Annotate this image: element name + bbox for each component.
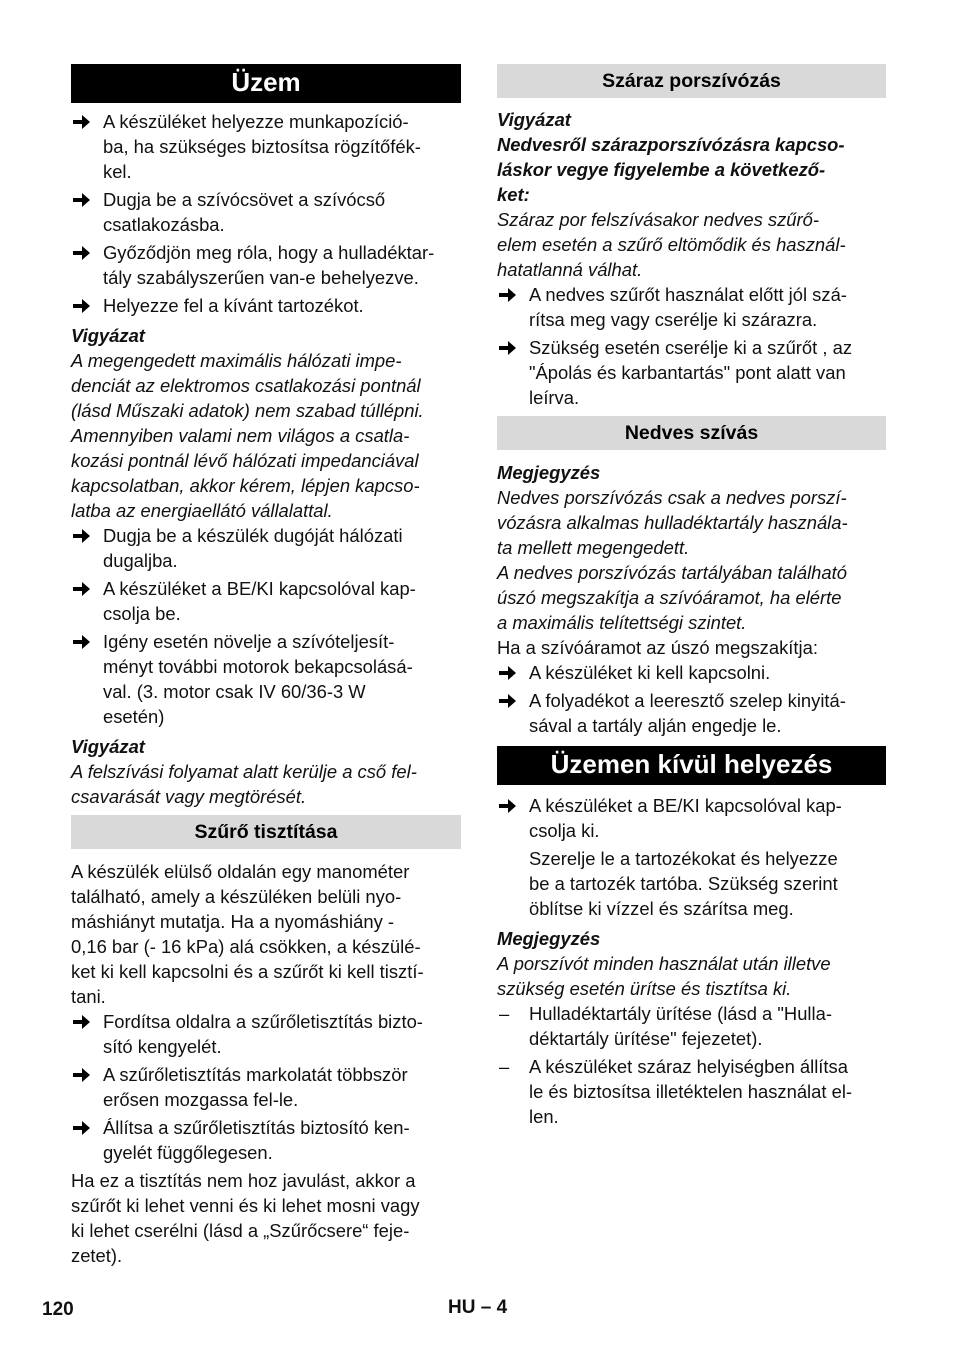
list-item — [71, 293, 461, 318]
list-item — [497, 1001, 886, 1051]
text-line: Szerelje le a tartozékokat és helyezze — [529, 848, 838, 869]
arrow-right-icon — [71, 629, 93, 654]
arrow-right-icon — [71, 109, 93, 134]
text-line: a maximális telítettségi szintet. — [497, 612, 747, 633]
list-item — [71, 1115, 461, 1165]
list-item — [71, 1009, 461, 1059]
list-item-text: csatlakozásba. — [103, 214, 225, 235]
dry-steps — [497, 282, 886, 410]
section-title-dry-vacuuming: Száraz porszívózás — [497, 64, 886, 98]
list-item-text: erősen mozgassa fel-le. — [103, 1089, 299, 1110]
arrow-right-icon — [71, 187, 93, 212]
text-line: 0,16 bar (- 16 kPa) alá csökken, a készülé- — [71, 936, 421, 957]
filter-intro — [71, 859, 461, 1009]
list-item-text: A szűrőletisztítás markolatát többször — [103, 1064, 408, 1085]
list-item-text: A nedves szűrőt használat előtt jól szá- — [529, 284, 847, 305]
arrow-right-icon — [497, 660, 519, 685]
list-item-text: rítsa meg vagy cserélje ki szárazra. — [529, 309, 818, 330]
wet-steps — [497, 660, 886, 738]
text-line: ki lehet cserélni (lásd a „Szűrőcsere“ feje- — [71, 1220, 410, 1241]
text-line: be a tartozék tartóba. Szükség szerint — [529, 873, 838, 894]
list-item — [497, 1054, 886, 1129]
list-item-text: "Ápolás és karbantartás" pont alatt van — [529, 362, 846, 383]
list-item — [497, 335, 886, 410]
caution-label: Vigyázat — [71, 325, 145, 346]
section-title-filter-cleaning: Szűrő tisztítása — [71, 815, 461, 849]
list-item — [71, 629, 461, 729]
text-line: láskor vegye figyelembe a következő- — [497, 159, 826, 180]
section-title-uzem: Üzem — [71, 64, 461, 103]
list-item-text: A készüléket ki kell kapcsolni. — [529, 662, 771, 683]
right-column — [497, 64, 886, 1132]
list-item — [497, 282, 886, 332]
dry-caution-text — [497, 207, 886, 282]
text-line: található, amely a készüléken belüli nyo- — [71, 886, 402, 907]
list-item-text: Győződjön meg róla, hogy a hulladéktar- — [103, 242, 435, 263]
page-number: 120 — [42, 1299, 74, 1320]
dash-marker: – — [499, 1056, 510, 1077]
list-item — [71, 576, 461, 626]
list-item-text: Fordítsa oldalra a szűrőletisztítás bizto- — [103, 1011, 423, 1032]
text-line: öblítse ki vízzel és szárítsa meg. — [529, 898, 794, 919]
list-item-text: A készüléket száraz helyiségben állítsa — [529, 1056, 848, 1077]
list-item-text: Dugja be a szívócsövet a szívócső — [103, 189, 386, 210]
list-item — [497, 660, 886, 685]
text-line: Száraz por felszívásakor nedves szűrő- — [497, 209, 819, 230]
arrow-right-icon — [71, 523, 93, 548]
text-line: zetet). — [71, 1245, 123, 1266]
list-item — [497, 793, 886, 843]
text-line: hatatlanná válhat. — [497, 259, 643, 280]
list-item-text: Igény esetén növelje a szívóteljesít- — [103, 631, 395, 652]
text-line: denciát az elektromos csatlakozási pontnál — [71, 375, 421, 396]
arrow-right-icon — [71, 240, 93, 265]
text-line: csavarását vagy megtörését. — [71, 786, 307, 807]
decommission-instructions — [497, 846, 886, 921]
dry-caution-heading — [497, 132, 886, 207]
list-item-text: tály szabályszerűen van-e behelyezve. — [103, 267, 419, 288]
list-item-text: kel. — [103, 161, 132, 182]
text-line: (lásd Műszaki adatok) nem szabad túllépni. — [71, 400, 424, 421]
section-title-decommissioning: Üzemen kívül helyezés — [497, 746, 886, 785]
text-line: vózásra alkalmas hulladéktartály használa- — [497, 512, 848, 533]
caution-text — [71, 348, 461, 523]
list-item-text: len. — [529, 1106, 559, 1127]
list-item — [71, 240, 461, 290]
text-line: kapcsolatban, akkor kérem, lépjen kapcso- — [71, 475, 420, 496]
list-item-text: esetén) — [103, 706, 165, 727]
list-item-text: csolja be. — [103, 603, 181, 624]
text-line: szükség esetén ürítse és tisztítsa ki. — [497, 978, 792, 999]
section-title-wet-vacuuming: Nedves szívás — [497, 416, 886, 450]
list-item-text: A készüléket helyezze munkapozíció- — [103, 111, 409, 132]
language-page-label: HU – 4 — [448, 1297, 508, 1318]
text-line: A készülék elülső oldalán egy manométer — [71, 861, 410, 882]
list-item — [71, 109, 461, 184]
list-item-text: sító kengyelét. — [103, 1036, 222, 1057]
list-item-text: sával a tartály alján engedje le. — [529, 715, 782, 736]
list-item-text: dugaljba. — [103, 550, 178, 571]
decommission-note-text — [497, 951, 886, 1001]
text-line: szűrőt ki lehet venni és ki lehet mosni vagy — [71, 1195, 420, 1216]
list-item-text: A készüléket a BE/KI kapcsolóval kap- — [529, 795, 842, 816]
list-item-text: Helyezze fel a kívánt tartozékot. — [103, 295, 364, 316]
list-item-text: Hulladéktartály ürítése (lásd a "Hulla- — [529, 1003, 832, 1024]
decommission-step — [497, 793, 886, 843]
text-line: A felszívási folyamat alatt kerülje a cső fel- — [71, 761, 417, 782]
text-line: máshiányt mutatja. Ha a nyomáshiány - — [71, 911, 395, 932]
arrow-right-icon — [497, 793, 519, 818]
list-item-text: A készüléket a BE/KI kapcsolóval kap- — [103, 578, 416, 599]
list-item-text: csolja ki. — [529, 820, 600, 841]
arrow-right-icon — [497, 282, 519, 307]
list-item-text: A folyadékot a leeresztő szelep kinyitá- — [529, 690, 846, 711]
text-line: kozási pontnál lévő hálózati impedanciával — [71, 450, 419, 471]
list-item-text: Állítsa a szűrőletisztítás biztosító ken- — [103, 1117, 410, 1138]
note-label-wet: Megjegyzés — [497, 462, 601, 483]
text-line: A nedves porszívózás tartályában található — [497, 562, 847, 583]
power-steps — [71, 523, 461, 729]
list-item-text: Szükség esetén cserélje ki a szűrőt , az — [529, 337, 853, 358]
arrow-right-icon — [497, 335, 519, 360]
operation-steps — [71, 109, 461, 318]
list-item-text: val. (3. motor csak IV 60/36-3 W — [103, 681, 366, 702]
arrow-right-icon — [71, 1115, 93, 1140]
text-line: elem esetén a szűrő eltömődik és használ- — [497, 234, 846, 255]
caution-label-2: Vigyázat — [71, 736, 145, 757]
filter-steps — [71, 1009, 461, 1165]
list-item — [71, 523, 461, 573]
list-item — [497, 688, 886, 738]
list-item-text: ményt további motorok bekapcsolásá- — [103, 656, 413, 677]
list-item-text: Dugja be a készülék dugóját hálózati — [103, 525, 403, 546]
left-column — [71, 64, 461, 1268]
arrow-right-icon — [71, 293, 93, 318]
text-line: úszó megszakítja a szívóáramot, ha elérte — [497, 587, 842, 608]
caution-label-dry: Vigyázat — [497, 109, 571, 130]
wet-note-text — [497, 485, 886, 635]
list-item-text: leírva. — [529, 387, 580, 408]
text-line: Nedvesről szárazporszívózásra kapcso- — [497, 134, 845, 155]
decommission-dash-list — [497, 1001, 886, 1129]
list-item-text: déktartály ürítése" fejezetet). — [529, 1028, 763, 1049]
text-line: Ha ez a tisztítás nem hoz javulást, akkor a — [71, 1170, 416, 1191]
text-line: tani. — [71, 986, 106, 1007]
note-label-decommission: Megjegyzés — [497, 928, 601, 949]
text-line: Amennyiben valami nem világos a csatla- — [71, 425, 410, 446]
wet-text: Ha a szívóáramot az úszó megszakítja: — [497, 637, 818, 658]
list-item-text: le és biztosítsa illetéktelen használat el- — [529, 1081, 853, 1102]
list-item — [71, 1062, 461, 1112]
list-item-text: gyelét függőlegesen. — [103, 1142, 273, 1163]
text-line: A porszívót minden használat után illetve — [497, 953, 831, 974]
text-line: latba az energiaellátó vállalattal. — [71, 500, 333, 521]
arrow-right-icon — [71, 1062, 93, 1087]
text-line: ket: — [497, 184, 530, 205]
text-line: A megengedett maximális hálózati impe- — [71, 350, 402, 371]
arrow-right-icon — [71, 576, 93, 601]
dash-marker: – — [499, 1003, 510, 1024]
text-line: Nedves porszívózás csak a nedves porszí- — [497, 487, 847, 508]
arrow-right-icon — [497, 688, 519, 713]
text-line: ta mellett megengedett. — [497, 537, 690, 558]
arrow-right-icon — [71, 1009, 93, 1034]
caution-text-2 — [71, 759, 461, 809]
filter-outro — [71, 1168, 461, 1268]
list-item-text: ba, ha szükséges biztosítsa rögzítőfék- — [103, 136, 421, 157]
list-item — [71, 187, 461, 237]
text-line: ket ki kell kapcsolni és a szűrőt ki kell tisztí- — [71, 961, 424, 982]
